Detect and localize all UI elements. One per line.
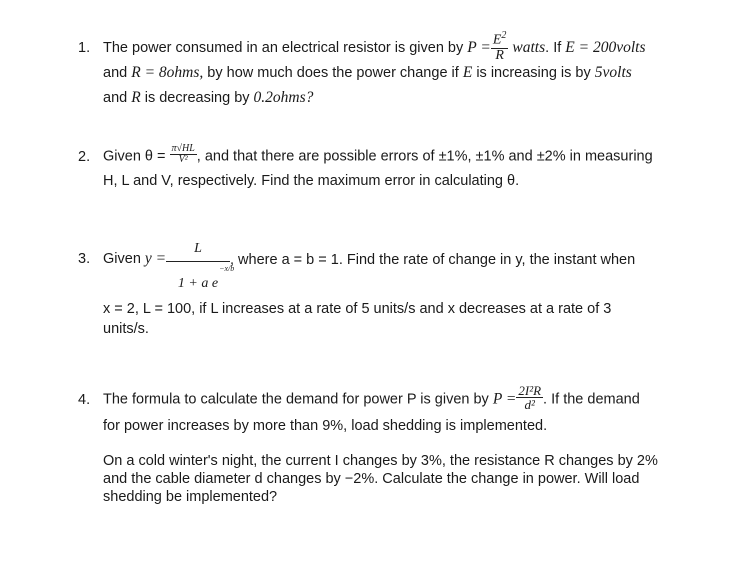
q1-watts: watts [512,39,546,56]
q1-text-4: is decreasing by [144,90,250,106]
q2-line-1 [78,143,653,168]
q2-number: 2. [78,148,91,165]
q1-line-2 [103,64,632,82]
q1-frac-den: R [495,47,504,63]
q4-pre: The formula to calculate the demand for power P is given by [103,391,489,408]
q2-frac-den: V² [178,154,188,165]
q4-frac-num: 2I²R [518,383,542,398]
q3-fraction [166,241,235,292]
q1-e: E [462,64,473,81]
q1-number: 1. [78,40,91,56]
q3-frac-den: 1 + a e [177,276,219,291]
q1-r-eq: R = 8ohms, [131,64,204,81]
q3-number: 3. [78,251,91,267]
q2-line-2: H, L and V, respectively. Find the maximum error in calculating θ. [103,173,520,189]
q3-frac-bar [166,261,230,262]
q2-frac-num: π√HL [171,143,195,154]
q3-given: Given [103,251,141,267]
q4-p-eq: P = [492,390,517,408]
q4-line-1 [78,383,640,414]
q1-text-1: The power consumed in an electrical resistor is given by [103,40,464,56]
q2-rest: , and that there are possible errors of ±1%, ±1% and ±2% in measuring [196,148,653,165]
q2-given: Given θ = [103,148,166,165]
q4-fraction [516,384,543,412]
q1-text-if: . If [545,40,562,56]
q1-r: R [131,89,141,106]
q1-point2: 0.2ohms? [253,89,314,106]
q1-frac-sq: 2 [501,30,507,41]
q3-line-1 [78,250,166,268]
q3-rest: , where a = b = 1. Find the rate of change in y, the instant when [230,252,636,268]
q3-exponent: −x/b [219,264,235,273]
q4-number: 4. [78,391,91,408]
q1-text-and-2: and [103,90,128,106]
q1-line-3 [103,89,313,107]
q1-five-volts: 5volts [594,64,632,81]
q4-paragraph: On a cold winter's night, the current I changes by 3%, the resistance R changes by 2% and the cable diameter d changes by −2%. Calculate the change in power. Will load shedding be implemented? [103,453,658,505]
q4-post: . If the demand [543,391,640,408]
q1-text-3: is increasing is by [476,65,591,81]
q1-frac-num: E [492,32,502,48]
q3-line-3: units/s. [103,321,149,337]
q3-frac-num: L [194,241,202,256]
q4-line-2: for power increases by more than 9%, load shedding is implemented. [103,418,548,434]
q2-fraction [170,144,197,166]
q1-e-eq: E = 200volts [565,39,646,56]
q3-line-2: x = 2, L = 100, if L increases at a rate of 5 units/s and x decreases at a rate of 3 [103,301,612,317]
q3-y-eq: y = [144,250,167,267]
q1-text-and: and [103,65,128,81]
q1-fraction [491,31,509,63]
q1-line-1 [78,32,646,64]
q4-frac-den: d² [524,397,535,412]
q1-p-eq: P = [467,39,491,56]
q1-text-2: by how much does the power change if [207,65,459,81]
